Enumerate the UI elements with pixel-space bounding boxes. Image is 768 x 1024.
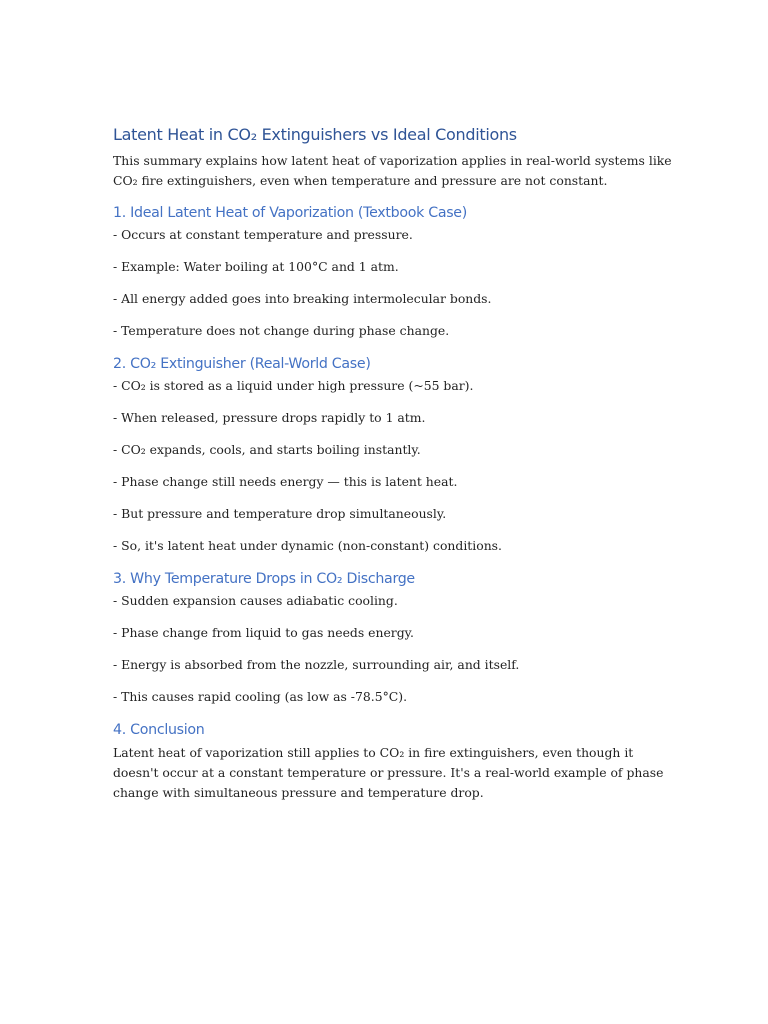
list-item: - CO₂ expands, cools, and starts boiling instantly. <box>113 442 421 457</box>
conclusion-paragraph: Latent heat of vaporization still applies to CO₂ in fire extinguishers, even though it doesn't occur at a constant temperature or pressure. It's a real-world example of phase change with simultaneous pressure and temperature drop. <box>113 745 664 800</box>
bullet-list <box>113 226 673 340</box>
section-heading: 4. Conclusion <box>113 722 205 738</box>
document-page <box>113 124 673 803</box>
section-heading: 1. Ideal Latent Heat of Vaporization (Textbook Case) <box>113 205 467 221</box>
list-item: - Phase change still needs energy — this is latent heat. <box>113 474 458 489</box>
list-item: - Example: Water boiling at 100°C and 1 atm. <box>113 259 399 274</box>
list-item: - Energy is absorbed from the nozzle, surrounding air, and itself. <box>113 657 520 672</box>
list-item: - All energy added goes into breaking intermolecular bonds. <box>113 291 492 306</box>
list-item: - When released, pressure drops rapidly to 1 atm. <box>113 410 426 425</box>
list-item: - Temperature does not change during phase change. <box>113 323 450 338</box>
intro-paragraph: This summary explains how latent heat of vaporization applies in real-world systems like CO₂ fire extinguishers, even when temperature and pressure are not constant. <box>113 153 672 188</box>
section-conclusion <box>113 720 673 803</box>
list-item: - Phase change from liquid to gas needs energy. <box>113 625 414 640</box>
list-item: - So, it's latent heat under dynamic (non-constant) conditions. <box>113 538 502 553</box>
list-item: - But pressure and temperature drop simultaneously. <box>113 506 447 521</box>
bullet-list <box>113 592 673 706</box>
section-temperature-drop <box>113 569 673 706</box>
list-item: - Occurs at constant temperature and pressure. <box>113 227 413 242</box>
section-co2-extinguisher <box>113 354 673 555</box>
document-title: Latent Heat in CO₂ Extinguishers vs Ideal Conditions <box>113 125 517 144</box>
section-heading: 2. CO₂ Extinguisher (Real-World Case) <box>113 356 371 372</box>
bullet-list <box>113 377 673 555</box>
section-ideal-latent-heat <box>113 203 673 340</box>
list-item: - CO₂ is stored as a liquid under high pressure (~55 bar). <box>113 378 474 393</box>
list-item: - This causes rapid cooling (as low as -78.5°C). <box>113 689 408 704</box>
list-item: - Sudden expansion causes adiabatic cooling. <box>113 593 398 608</box>
section-heading: 3. Why Temperature Drops in CO₂ Discharge <box>113 571 415 587</box>
